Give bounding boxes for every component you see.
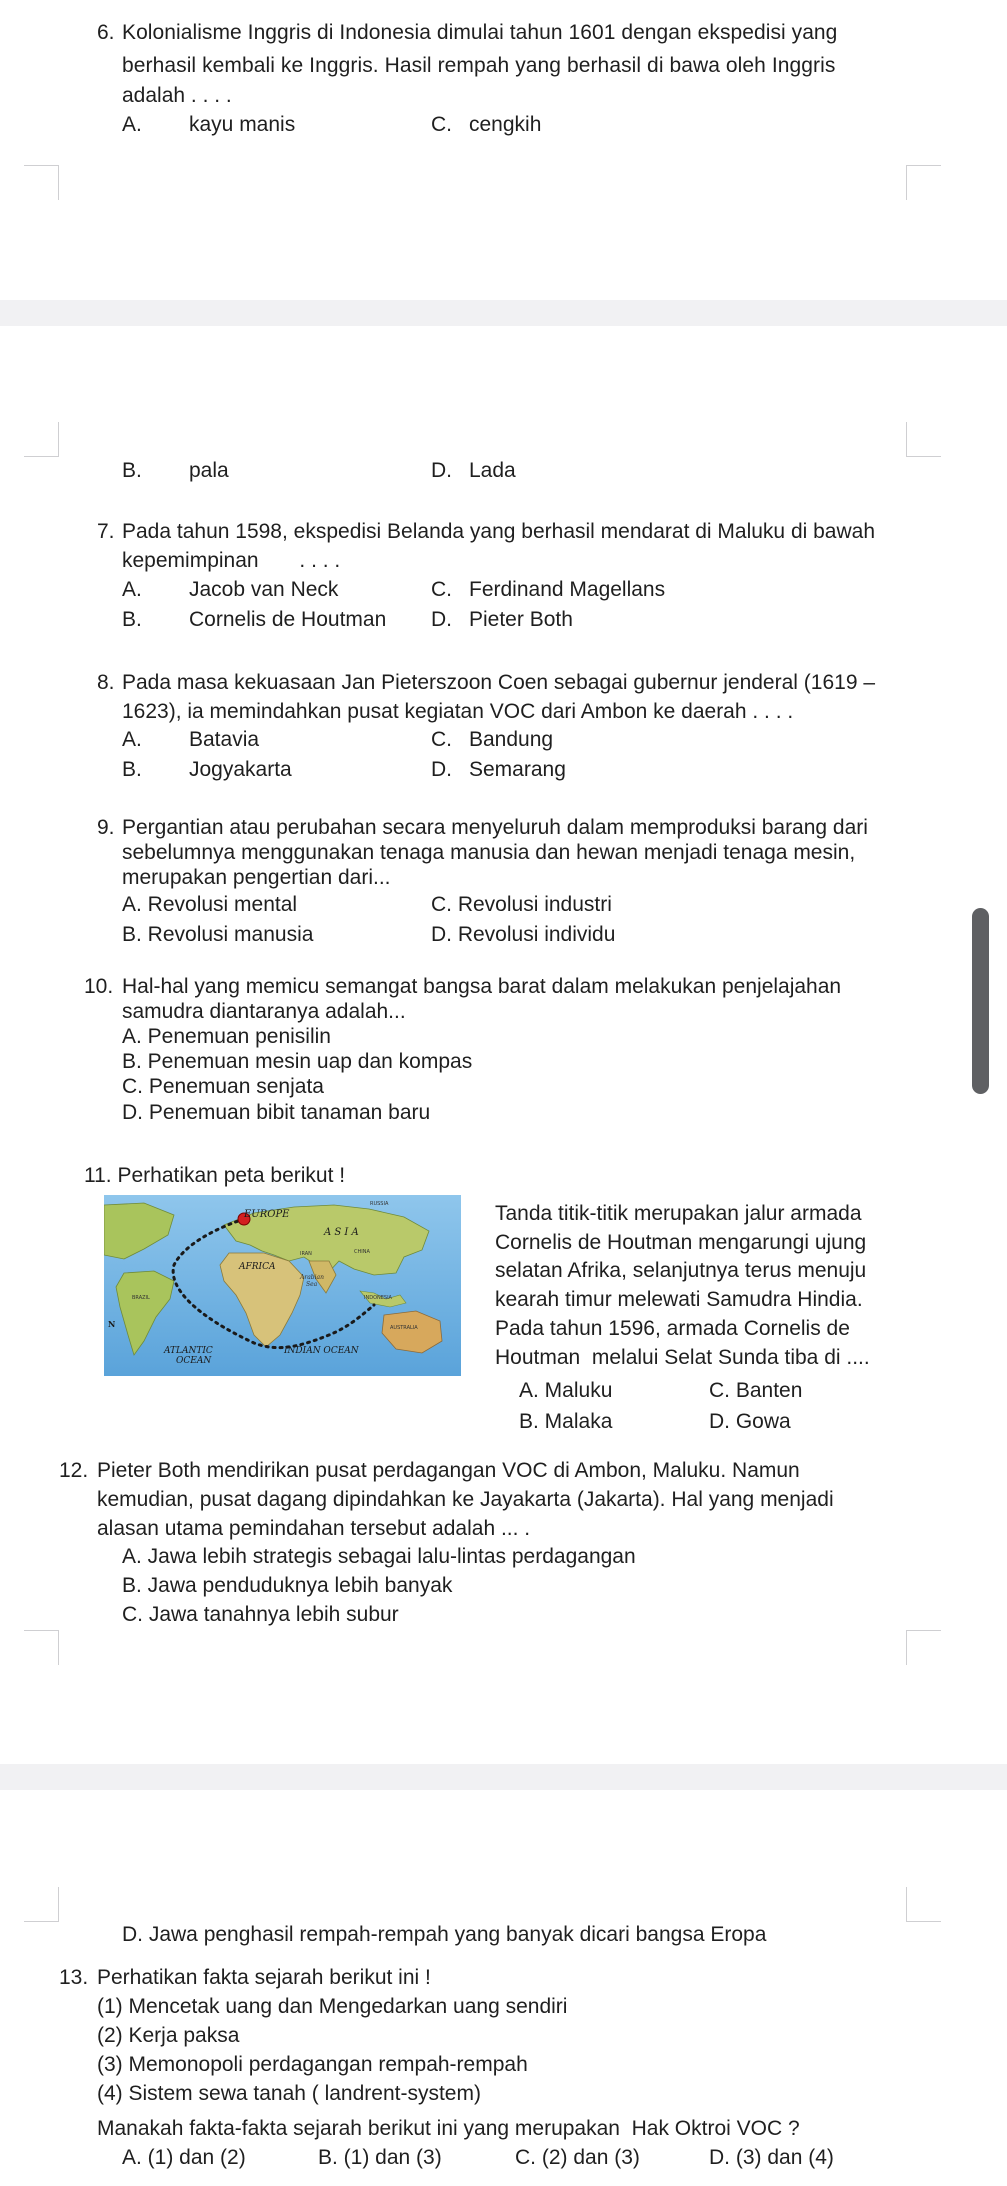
question-text: kearah timur melewati Samudra Hindia. bbox=[495, 1288, 863, 1311]
question-stem: berhasil kembali ke Inggris. Hasil rempah yang berhasil di bawa oleh Inggris bbox=[122, 54, 836, 77]
option-a[interactable]: A. (1) dan (2) bbox=[122, 2146, 246, 2169]
option-text: Ferdinand Magellans bbox=[469, 578, 666, 601]
question-stem: Hal-hal yang memicu semangat bangsa barat dalam melakukan penjelajahan bbox=[122, 975, 842, 998]
option-text: Semarang bbox=[469, 758, 566, 781]
option-d[interactable] bbox=[431, 607, 573, 632]
option-a[interactable]: A. Penemuan penisilin bbox=[122, 1025, 331, 1048]
map-label-arabian-l1: Arabian bbox=[300, 1274, 324, 1281]
option-c[interactable] bbox=[431, 727, 553, 752]
option-a[interactable]: A. Revolusi mental bbox=[122, 893, 298, 916]
option-text: Jogyakarta bbox=[189, 758, 292, 781]
question-number: 7. bbox=[97, 520, 115, 543]
question-stem: Perhatikan fakta sejarah berikut ini ! bbox=[97, 1966, 431, 1989]
option-b[interactable]: B. Jawa penduduknya lebih banyak bbox=[122, 1574, 453, 1597]
option-letter: C. bbox=[431, 728, 452, 751]
question-prompt: Manakah fakta-fakta sejarah berikut ini yang merupakan Hak Oktroi VOC ? bbox=[97, 2117, 800, 2140]
map-label-atlantic-l1: ATLANTIC bbox=[164, 1346, 213, 1356]
world-map-svg bbox=[104, 1195, 461, 1376]
option-d[interactable]: D. Gowa bbox=[709, 1410, 791, 1433]
option-letter: A. bbox=[122, 578, 142, 601]
question-stem: Kolonialisme Inggris di Indonesia dimulai tahun 1601 dengan ekspedisi yang bbox=[122, 21, 838, 44]
map-label-iran: IRAN bbox=[300, 1251, 312, 1257]
option-d[interactable] bbox=[431, 458, 516, 483]
option-d[interactable] bbox=[431, 757, 566, 782]
option-b[interactable] bbox=[122, 458, 229, 483]
option-letter: B. bbox=[122, 459, 142, 482]
page-corner-mark bbox=[24, 165, 59, 200]
map-label-north: N bbox=[108, 1319, 116, 1329]
option-b[interactable]: B. Penemuan mesin uap dan kompas bbox=[122, 1050, 473, 1073]
question-number: 6. bbox=[97, 21, 115, 44]
map-label-africa: AFRICA bbox=[239, 1262, 276, 1272]
option-d[interactable]: D. Jawa penghasil rempah-rempah yang banyak dicari bangsa Eropa bbox=[122, 1923, 767, 1946]
option-letter: D. bbox=[431, 459, 452, 482]
fact-item: (3) Memonopoli perdagangan rempah-rempah bbox=[97, 2053, 528, 2076]
option-c[interactable]: C. Banten bbox=[709, 1379, 803, 1402]
map-label-indonesia: INDONESIA bbox=[364, 1295, 392, 1301]
option-c[interactable]: C. Penemuan senjata bbox=[122, 1075, 324, 1098]
page-gap bbox=[0, 300, 1007, 326]
question-stem: kepemimpinan . . . . bbox=[122, 549, 341, 572]
map-label-indian-ocean: INDIAN OCEAN bbox=[284, 1346, 359, 1356]
map-label-arabian-l2: Sea bbox=[306, 1281, 318, 1288]
page-gap bbox=[0, 1764, 1007, 1790]
page-corner-mark bbox=[24, 422, 59, 457]
option-b[interactable]: B. Revolusi manusia bbox=[122, 923, 314, 946]
option-c[interactable] bbox=[431, 577, 665, 602]
option-letter: C. bbox=[431, 113, 452, 136]
question-stem: 1623), ia memindahkan pusat kegiatan VOC dari Ambon ke daerah . . . . bbox=[122, 700, 794, 723]
question-text: Cornelis de Houtman mengarungi ujung bbox=[495, 1231, 867, 1254]
option-c[interactable] bbox=[431, 112, 541, 137]
page-corner-mark bbox=[24, 1887, 59, 1922]
question-stem: samudra diantaranya adalah... bbox=[122, 1000, 406, 1023]
option-b[interactable] bbox=[122, 607, 386, 632]
question-number: 9. bbox=[97, 816, 115, 839]
option-a[interactable] bbox=[122, 112, 295, 137]
question-stem: merupakan pengertian dari... bbox=[122, 866, 391, 889]
map-label-brazil: BRAZIL bbox=[132, 1295, 150, 1301]
page-corner-mark bbox=[24, 1630, 59, 1665]
question-stem: Pergantian atau perubahan secara menyeluruh dalam memproduksi barang dari bbox=[122, 816, 868, 839]
question-number: 8. bbox=[97, 671, 115, 694]
option-b[interactable]: B. Malaka bbox=[519, 1410, 613, 1433]
map-label-russia: RUSSIA bbox=[370, 1201, 389, 1207]
page-corner-mark bbox=[906, 165, 941, 200]
question-stem: Pada masa kekuasaan Jan Pieterszoon Coen sebagai gubernur jenderal (1619 – bbox=[122, 671, 876, 694]
question-stem: Pieter Both mendirikan pusat perdagangan VOC di Ambon, Maluku. Namun bbox=[97, 1459, 800, 1482]
option-a[interactable] bbox=[122, 727, 259, 752]
map-label-europe: EUROPE bbox=[244, 1209, 290, 1220]
question-text: Pada tahun 1596, armada Cornelis de bbox=[495, 1317, 850, 1340]
option-text: Batavia bbox=[189, 728, 260, 751]
option-text: cengkih bbox=[469, 113, 542, 136]
option-d[interactable]: D. Penemuan bibit tanaman baru bbox=[122, 1101, 431, 1124]
fact-item: (2) Kerja paksa bbox=[97, 2024, 240, 2047]
option-text: pala bbox=[189, 459, 229, 482]
option-b[interactable]: B. (1) dan (3) bbox=[318, 2146, 442, 2169]
option-a[interactable]: A. Maluku bbox=[519, 1379, 613, 1402]
question-number: 12. bbox=[59, 1459, 89, 1482]
option-text: Cornelis de Houtman bbox=[189, 608, 387, 631]
option-letter: C. bbox=[431, 578, 452, 601]
option-text: Bandung bbox=[469, 728, 554, 751]
question-stem: alasan utama pemindahan tersebut adalah ... . bbox=[97, 1517, 531, 1540]
question-number: 13. bbox=[59, 1966, 89, 1989]
option-text: Jacob van Neck bbox=[189, 578, 339, 601]
page-corner-mark bbox=[906, 1887, 941, 1922]
option-d[interactable]: D. Revolusi individu bbox=[431, 923, 616, 946]
option-a[interactable]: A. Jawa lebih strategis sebagai lalu-lintas perdagangan bbox=[122, 1545, 636, 1568]
vertical-scrollbar-thumb[interactable] bbox=[972, 908, 989, 1094]
question-stem: adalah . . . . bbox=[122, 84, 232, 107]
map-label-australia: AUSTRALIA bbox=[390, 1325, 418, 1331]
map-label-asia: A S I A bbox=[324, 1227, 359, 1238]
question-heading: 11. Perhatikan peta berikut ! bbox=[84, 1164, 346, 1187]
option-letter: A. bbox=[122, 113, 142, 136]
option-d[interactable]: D. (3) dan (4) bbox=[709, 2146, 834, 2169]
map-label-china: CHINA bbox=[354, 1249, 370, 1255]
option-letter: B. bbox=[122, 758, 142, 781]
option-letter: D. bbox=[431, 608, 452, 631]
option-letter: B. bbox=[122, 608, 142, 631]
fact-item: (1) Mencetak uang dan Mengedarkan uang sendiri bbox=[97, 1995, 568, 2018]
option-c[interactable]: C. Revolusi industri bbox=[431, 893, 612, 916]
question-text: selatan Afrika, selanjutnya terus menuju bbox=[495, 1259, 867, 1282]
option-b[interactable] bbox=[122, 757, 292, 782]
question-stem: kemudian, pusat dagang dipindahkan ke Jayakarta (Jakarta). Hal yang menjadi bbox=[97, 1488, 834, 1511]
option-text: kayu manis bbox=[189, 113, 296, 136]
option-a[interactable] bbox=[122, 577, 338, 602]
option-c[interactable]: C. (2) dan (3) bbox=[515, 2146, 640, 2169]
world-map-image bbox=[104, 1195, 461, 1376]
option-letter: D. bbox=[431, 758, 452, 781]
option-text: Lada bbox=[469, 459, 516, 482]
option-letter: A. bbox=[122, 728, 142, 751]
question-stem: Pada tahun 1598, ekspedisi Belanda yang berhasil mendarat di Maluku di bawah bbox=[122, 520, 876, 543]
question-stem: sebelumnya menggunakan tenaga manusia dan hewan menjadi tenaga mesin, bbox=[122, 841, 856, 864]
option-c[interactable]: C. Jawa tanahnya lebih subur bbox=[122, 1603, 399, 1626]
question-number: 10. bbox=[84, 975, 114, 998]
fact-item: (4) Sistem sewa tanah ( landrent-system) bbox=[97, 2082, 481, 2105]
map-label-atlantic-l2: OCEAN bbox=[176, 1356, 212, 1366]
option-text: Pieter Both bbox=[469, 608, 573, 631]
page-corner-mark bbox=[906, 422, 941, 457]
page-corner-mark bbox=[906, 1630, 941, 1665]
question-text: Houtman melalui Selat Sunda tiba di .... bbox=[495, 1346, 870, 1369]
question-text: Tanda titik-titik merupakan jalur armada bbox=[495, 1202, 862, 1225]
